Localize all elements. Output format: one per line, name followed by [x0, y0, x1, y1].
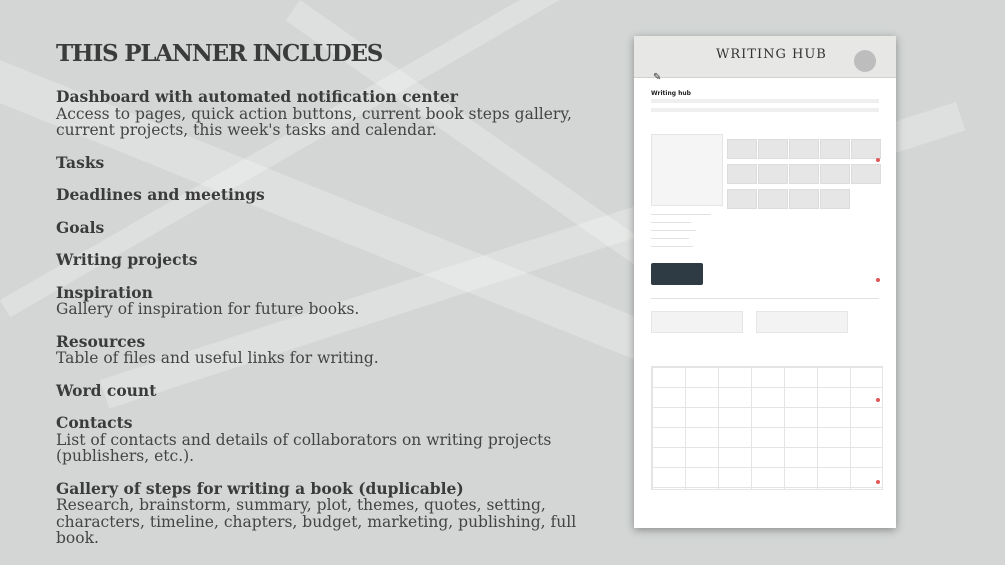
feature-list — [56, 89, 596, 547]
feature-title: Gallery of steps for writing a book (duplicable) — [56, 478, 464, 498]
feature-item — [56, 478, 596, 547]
feature-item — [56, 252, 596, 269]
feature-description: Gallery of inspiration for future books. — [56, 300, 360, 318]
feature-item — [56, 217, 596, 237]
feature-title: Contacts — [56, 413, 133, 432]
feature-description: Table of files and useful links for writing. — [56, 349, 379, 367]
feature-title: Dashboard with automated notification center — [56, 87, 458, 106]
feature-description: Access to pages, quick action buttons, current book steps gallery, current projects, this week's tasks and calendar. — [56, 104, 572, 139]
feature-item — [56, 331, 596, 367]
preview-toolbar — [651, 99, 879, 103]
preview-music-card — [651, 263, 703, 285]
preview-banner-title: WRITING HUB — [716, 47, 827, 62]
feature-item — [56, 282, 596, 318]
preview-weekly-tasks — [756, 311, 848, 333]
preview-pages-list — [651, 214, 711, 215]
preview-page-title: Writing hub — [651, 90, 691, 97]
preview-notification-center — [651, 134, 723, 206]
feature-item — [56, 380, 596, 400]
feature-title: Writing projects — [56, 250, 198, 269]
feature-description: Research, brainstorm, summary, plot, themes, quotes, setting, characters, timeline, chapters, budget, marketing, publishing, full book. — [56, 496, 577, 547]
pen-icon: ✎ — [653, 72, 662, 83]
feature-title: Inspiration — [56, 282, 153, 302]
preview-banner — [634, 36, 896, 78]
feature-title: Tasks — [56, 152, 105, 172]
flower-image — [854, 50, 876, 72]
preview-current-projects — [651, 311, 743, 333]
preview-calendar — [651, 366, 883, 490]
writing-hub-preview — [634, 36, 896, 528]
feature-item — [56, 152, 596, 172]
feature-item — [56, 89, 596, 139]
feature-title: Word count — [56, 380, 157, 400]
preview-divider — [651, 298, 879, 299]
section-heading: THIS PLANNER INCLUDES — [56, 40, 383, 67]
feature-description: List of contacts and details of collaborators on writing projects (publishers, etc.). — [56, 430, 552, 465]
preview-quick-actions — [651, 108, 879, 112]
feature-title: Resources — [56, 331, 146, 351]
notification-dot — [876, 158, 880, 162]
feature-item — [56, 415, 596, 465]
feature-title: Goals — [56, 217, 105, 237]
features-section — [56, 40, 596, 563]
feature-title: Deadlines and meetings — [56, 185, 265, 204]
feature-item — [56, 187, 596, 204]
